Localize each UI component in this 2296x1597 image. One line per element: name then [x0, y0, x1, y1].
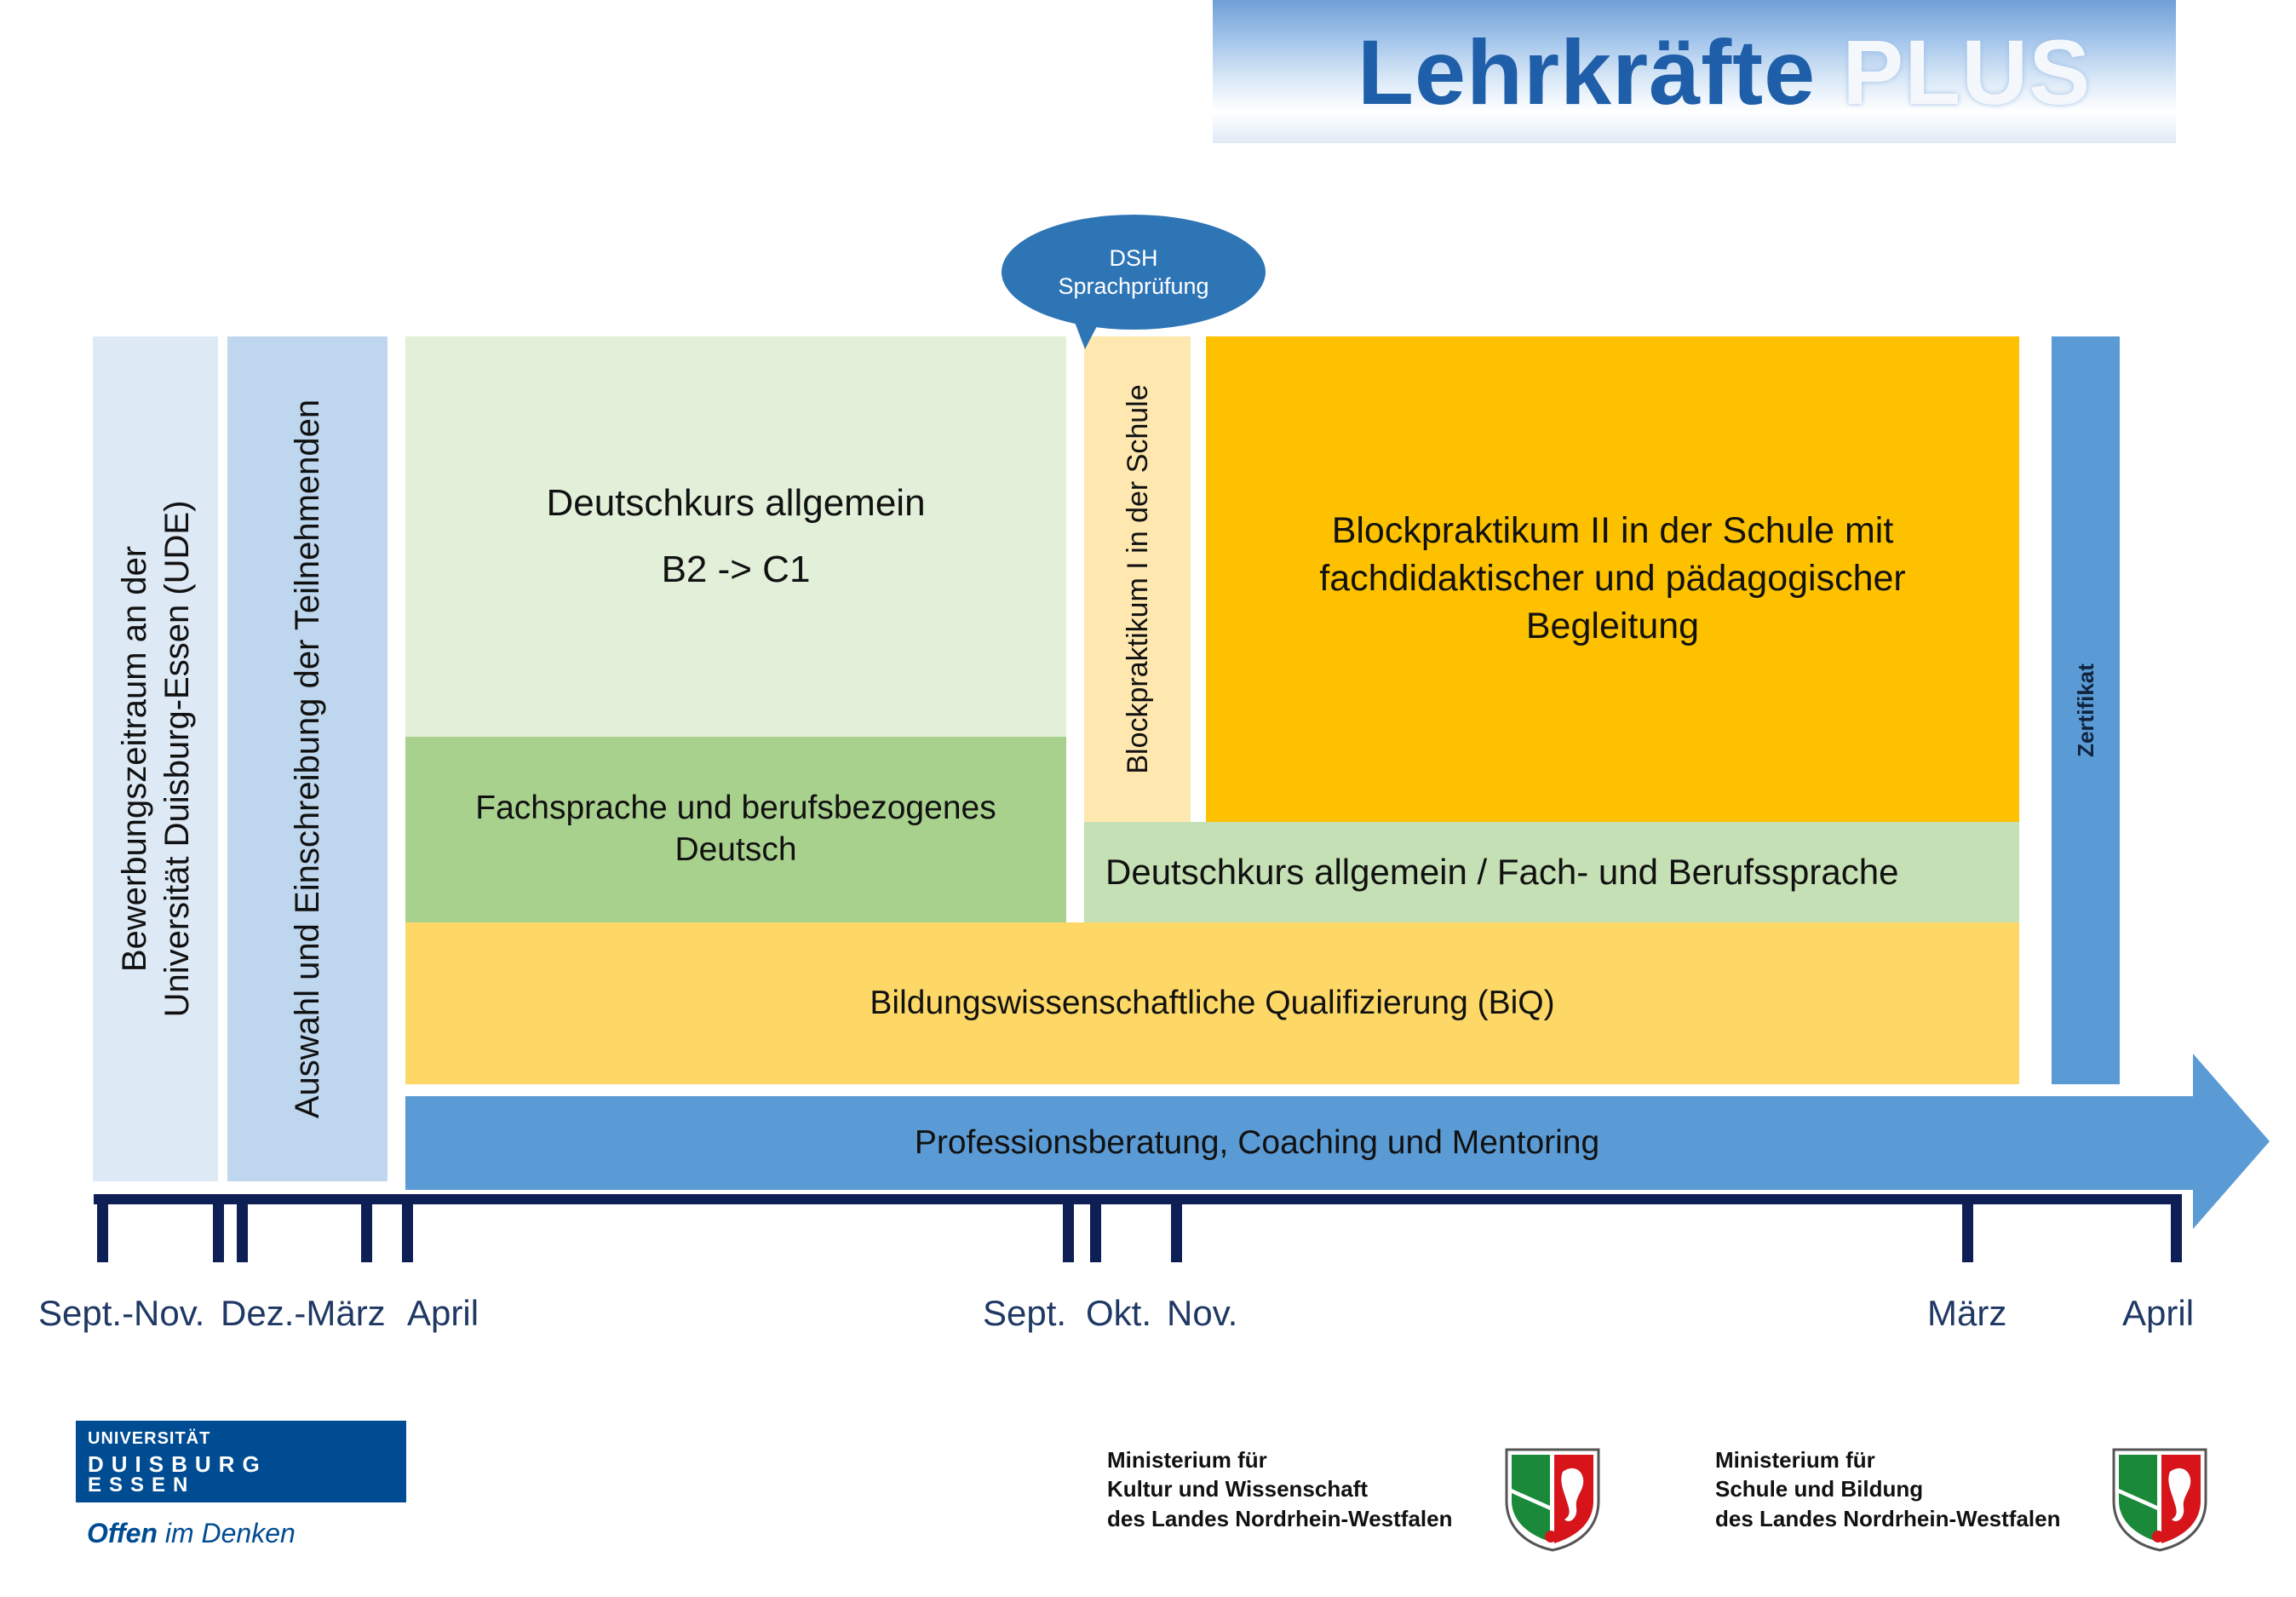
ude-logo-small: UNIVERSITÄT: [88, 1429, 211, 1448]
mkw-line1: Ministerium für: [1107, 1447, 1267, 1473]
phase-zertifikat: [2052, 336, 2120, 1084]
ministry-mkw: [1107, 1445, 1453, 1533]
label-april: April: [407, 1293, 479, 1333]
label-dez-maerz: Dez.-März: [221, 1293, 386, 1333]
deutschkurs-title: Deutschkurs allgemein: [546, 482, 926, 524]
label-sept-nov: Sept.-Nov.: [38, 1293, 205, 1333]
tick-april: [402, 1196, 413, 1262]
tick-nov-end: [213, 1196, 224, 1262]
tick-maerz: [1962, 1196, 1973, 1262]
phase-deutschkurs-allgemein: [405, 336, 1066, 737]
label-maerz: März: [1927, 1293, 2007, 1333]
ministry-msb: [1715, 1445, 2061, 1533]
msb-line3: des Landes Nordrhein-Westfalen: [1715, 1505, 2061, 1531]
mkw-line3: des Landes Nordrhein-Westfalen: [1107, 1505, 1453, 1531]
tick-okt: [1090, 1196, 1101, 1262]
label-april-end: April: [2122, 1293, 2195, 1333]
phase-bewerbung: [93, 336, 218, 1181]
tick-sept: [1063, 1196, 1074, 1262]
phase-biq: [405, 922, 2019, 1084]
zertifikat-label: Zertifikat: [2072, 664, 2098, 757]
ude-logo: [76, 1421, 406, 1502]
phase-blockpraktikum-2: [1206, 336, 2019, 822]
tick-dez-start: [237, 1196, 248, 1262]
nrw-crest-icon-2: [2110, 1446, 2209, 1552]
ude-slogan-bold: Offen: [87, 1518, 158, 1548]
msb-line2: Schule und Bildung: [1715, 1476, 1924, 1502]
label-nov: Nov.: [1167, 1293, 1238, 1333]
ude-slogan-rest: im Denken: [157, 1518, 296, 1548]
tick-april-end: [2171, 1196, 2182, 1262]
dsh-bubble: [1002, 215, 1266, 330]
fachsprache-label: Fachsprache und berufsbezogenes Deutsch: [475, 790, 996, 868]
ude-slogan: [87, 1518, 296, 1549]
biq-label: Bildungswissenschaftliche Qualifizierung (BiQ): [870, 985, 1555, 1021]
banner-title-plus: PLUS: [1842, 20, 2092, 124]
label-sept: Sept.: [983, 1293, 1067, 1333]
dsh-line2: Sprachprüfung: [1058, 273, 1209, 299]
phase-blockpraktikum-1: [1084, 336, 1191, 822]
msb-line1: Ministerium für: [1715, 1447, 1875, 1473]
ude-logo-duisburg: DUISBURG: [88, 1451, 267, 1477]
banner-title-main: Lehrkräfte: [1358, 20, 1817, 124]
phase-deutschkurs-fach-berufssprache: [1084, 822, 2019, 922]
phase-fachsprache: [405, 737, 1066, 922]
phase-bewerbung-label: Bewerbungszeitraum an der Universität Duisburg-Essen (UDE): [115, 500, 196, 1018]
blockpraktikum-1-label: Blockpraktikum I in der Schule: [1121, 384, 1154, 774]
beratung-label: Professionsberatung, Coaching und Mentoring: [914, 1124, 1600, 1161]
timeline-ticks: [97, 1196, 2182, 1262]
tick-sept-nov-start: [97, 1196, 108, 1262]
phase-auswahl-label: Auswahl und Einschreibung der Teilnehmenden: [289, 399, 326, 1119]
tick-nov: [1171, 1196, 1182, 1262]
mkw-line2: Kultur und Wissenschaft: [1107, 1476, 1369, 1502]
nrw-crest-icon: [1503, 1446, 1602, 1552]
tick-maerz-end: [361, 1196, 372, 1262]
deutschkurs-level: B2 -> C1: [661, 549, 811, 590]
phase-auswahl: [227, 336, 387, 1181]
ude-logo-essen: ESSEN: [88, 1473, 196, 1496]
deutschkurs-fach-label: Deutschkurs allgemein / Fach- und Berufssprache: [1105, 852, 1899, 892]
blockpraktikum-2-label: Blockpraktikum II in der Schule mit fachdidaktischer und pädagogischer Begleitung: [1319, 510, 1906, 646]
dsh-line1: DSH: [1109, 245, 1158, 272]
label-okt: Okt.: [1086, 1293, 1152, 1333]
